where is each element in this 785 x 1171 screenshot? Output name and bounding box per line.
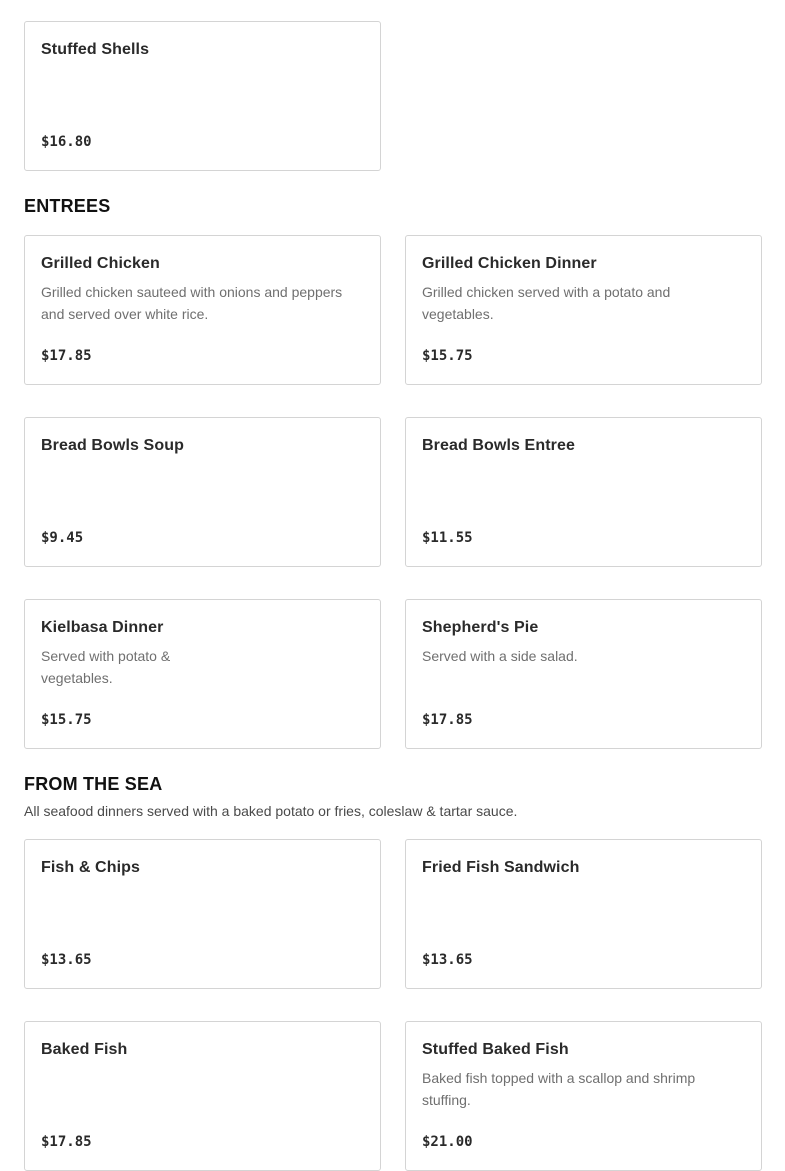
menu-item-card[interactable] [24,417,381,567]
menu-item-price: $13.65 [41,952,92,968]
menu-item-card[interactable] [405,599,762,749]
menu-item-name: Kielbasa Dinner [41,619,164,636]
menu-item-name: Fish & Chips [41,859,140,876]
menu-item-card[interactable] [24,21,381,171]
menu-item-card[interactable] [24,599,381,749]
menu-item-price: $15.75 [41,712,92,728]
menu-item-card[interactable] [24,1021,381,1171]
menu-item-description: Baked fish topped with a scallop and shrimp stuffing. [422,1070,696,1108]
menu-item-name: Bread Bowls Entree [422,437,575,454]
menu-item-card[interactable] [405,1021,762,1171]
menu-item-price: $17.85 [422,712,473,728]
menu-item-price: $17.85 [41,348,92,364]
menu-item-card[interactable] [405,417,762,567]
menu-item-description: Grilled chicken sauteed with onions and peppers and served over white rice. [41,284,343,322]
menu-item-name: Stuffed Shells [41,41,150,58]
section-title-from-the-sea: FROM THE SEA [24,774,163,794]
menu-item-name: Grilled Chicken Dinner [422,255,597,272]
menu-item-price: $21.00 [422,1134,473,1150]
menu-item-price: $9.45 [41,530,84,546]
menu-item-card[interactable] [405,839,762,989]
menu-item-name: Grilled Chicken [41,255,160,272]
menu-item-price: $11.55 [422,530,473,546]
menu-item-card[interactable] [405,235,762,385]
menu-item-card[interactable] [24,235,381,385]
menu-item-price: $16.80 [41,134,92,150]
menu-item-name: Shepherd's Pie [422,619,539,636]
menu-item-price: $17.85 [41,1134,92,1150]
menu-item-name: Baked Fish [41,1041,128,1058]
menu-item-card[interactable] [24,839,381,989]
menu-item-name: Bread Bowls Soup [41,437,184,454]
menu-item-description: Grilled chicken served with a potato and vegetables. [422,284,671,322]
menu-item-name: Stuffed Baked Fish [422,1041,569,1058]
menu-item-name: Fried Fish Sandwich [422,859,580,876]
section-note: All seafood dinners served with a baked potato or fries, coleslaw & tartar sauce. [24,803,518,819]
menu-item-description: Served with potato & vegetables. [41,648,171,686]
menu-item-price: $13.65 [422,952,473,968]
menu-item-description: Served with a side salad. [422,648,578,664]
section-title-entrees: ENTREES [24,196,111,216]
menu-item-price: $15.75 [422,348,473,364]
